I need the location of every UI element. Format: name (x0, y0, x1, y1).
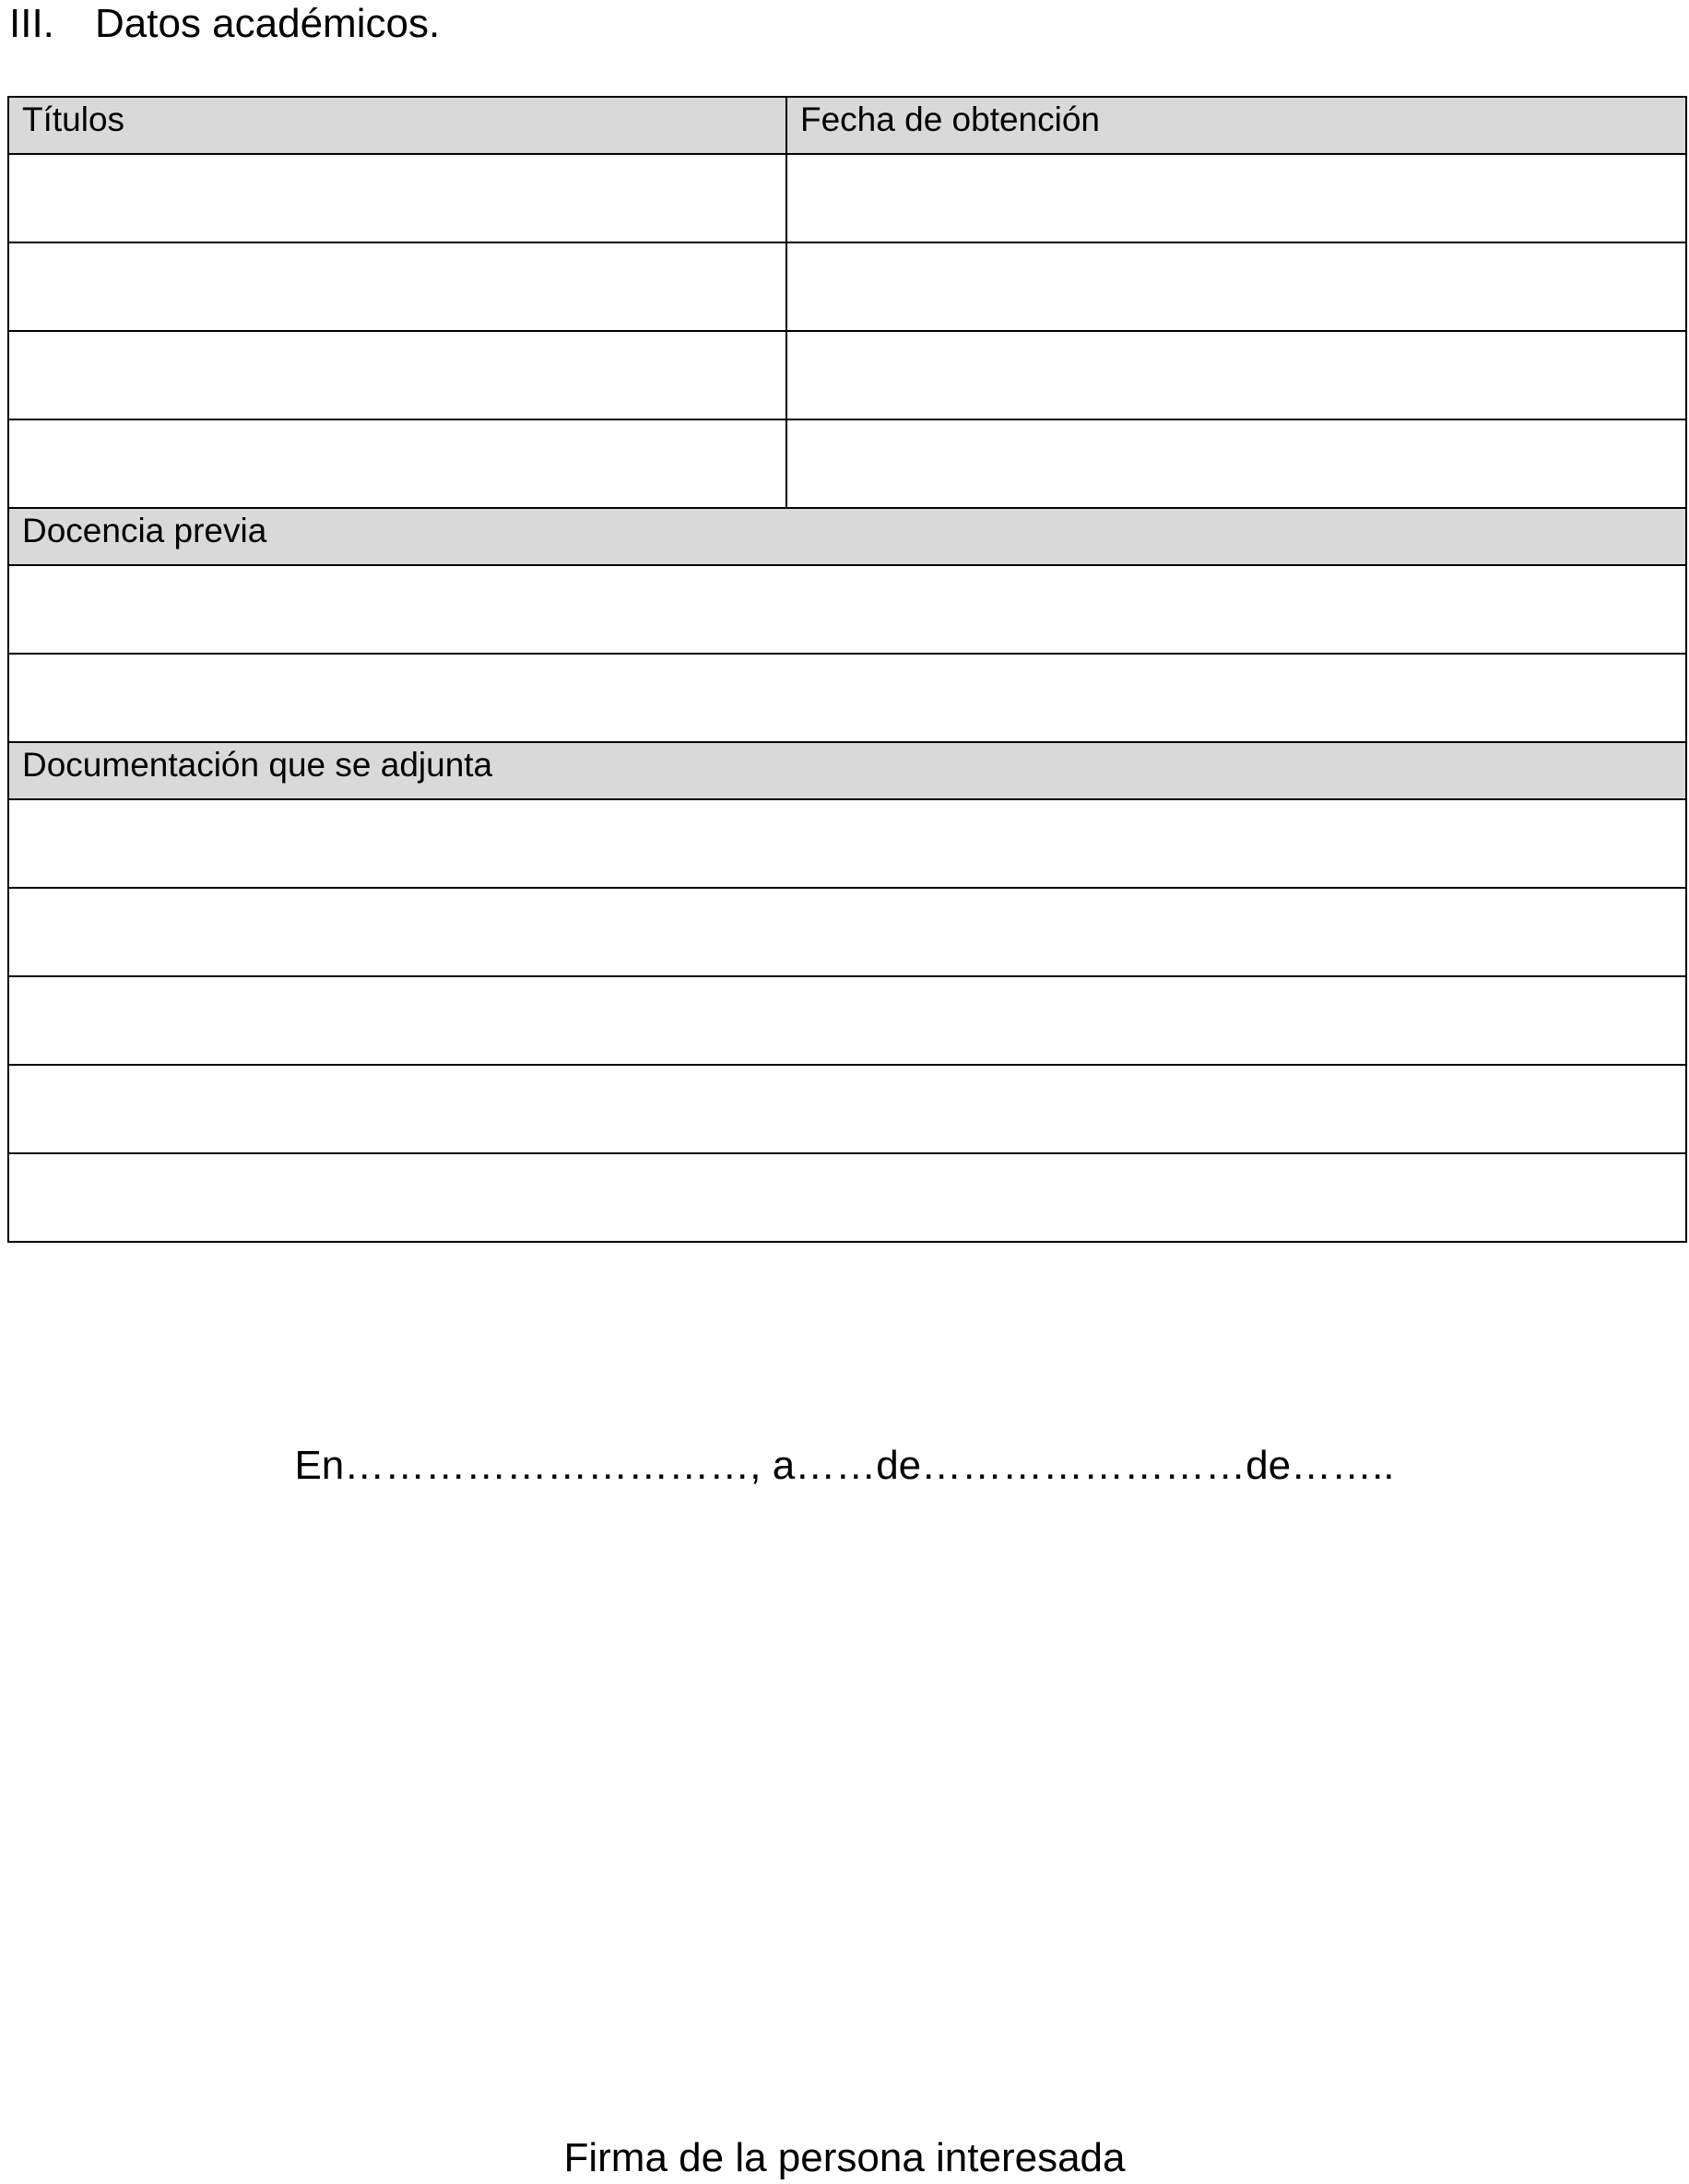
titles-row (8, 242, 1686, 331)
title-field[interactable] (8, 154, 786, 242)
date-obtained-field[interactable] (786, 419, 1686, 508)
section-numeral: III. (9, 1, 54, 46)
previous-teaching-header: Docencia previa (8, 508, 1686, 565)
title-field[interactable] (8, 419, 786, 508)
attached-documentation-field[interactable] (8, 799, 1686, 888)
documentation-row (8, 799, 1686, 888)
attached-documentation-field[interactable] (8, 1153, 1686, 1242)
titles-row (8, 331, 1686, 419)
title-field[interactable] (8, 242, 786, 331)
documentation-row (8, 1153, 1686, 1242)
attached-documentation-field[interactable] (8, 888, 1686, 976)
previous-teaching-field[interactable] (8, 565, 1686, 654)
titles-row (8, 154, 1686, 242)
signature-label: Firma de la persona interesada (563, 2135, 1126, 2180)
documentation-row (8, 888, 1686, 976)
titles-header-row (8, 97, 1686, 154)
attached-documentation-header: Documentación que se adjunta (8, 742, 1686, 799)
date-obtained-field[interactable] (786, 154, 1686, 242)
section-title: Datos académicos. (95, 1, 441, 46)
date-obtained-header: Fecha de obtención (786, 97, 1686, 154)
date-obtained-field[interactable] (786, 331, 1686, 419)
attached-documentation-field[interactable] (8, 1065, 1686, 1153)
academic-data-table (7, 96, 1687, 1243)
previous-teaching-field[interactable] (8, 654, 1686, 742)
title-field[interactable] (8, 331, 786, 419)
place-date-line: En…………………………, a……de……………………de…….. (294, 1443, 1395, 1488)
date-obtained-field[interactable] (786, 242, 1686, 331)
documentation-row (8, 1065, 1686, 1153)
attached-documentation-field[interactable] (8, 976, 1686, 1065)
documentation-header-row (8, 742, 1686, 799)
teaching-row (8, 565, 1686, 654)
section-heading (9, 2, 440, 46)
documentation-row (8, 976, 1686, 1065)
teaching-header-row (8, 508, 1686, 565)
titles-row (8, 419, 1686, 508)
titles-header: Títulos (8, 97, 786, 154)
teaching-row (8, 654, 1686, 742)
